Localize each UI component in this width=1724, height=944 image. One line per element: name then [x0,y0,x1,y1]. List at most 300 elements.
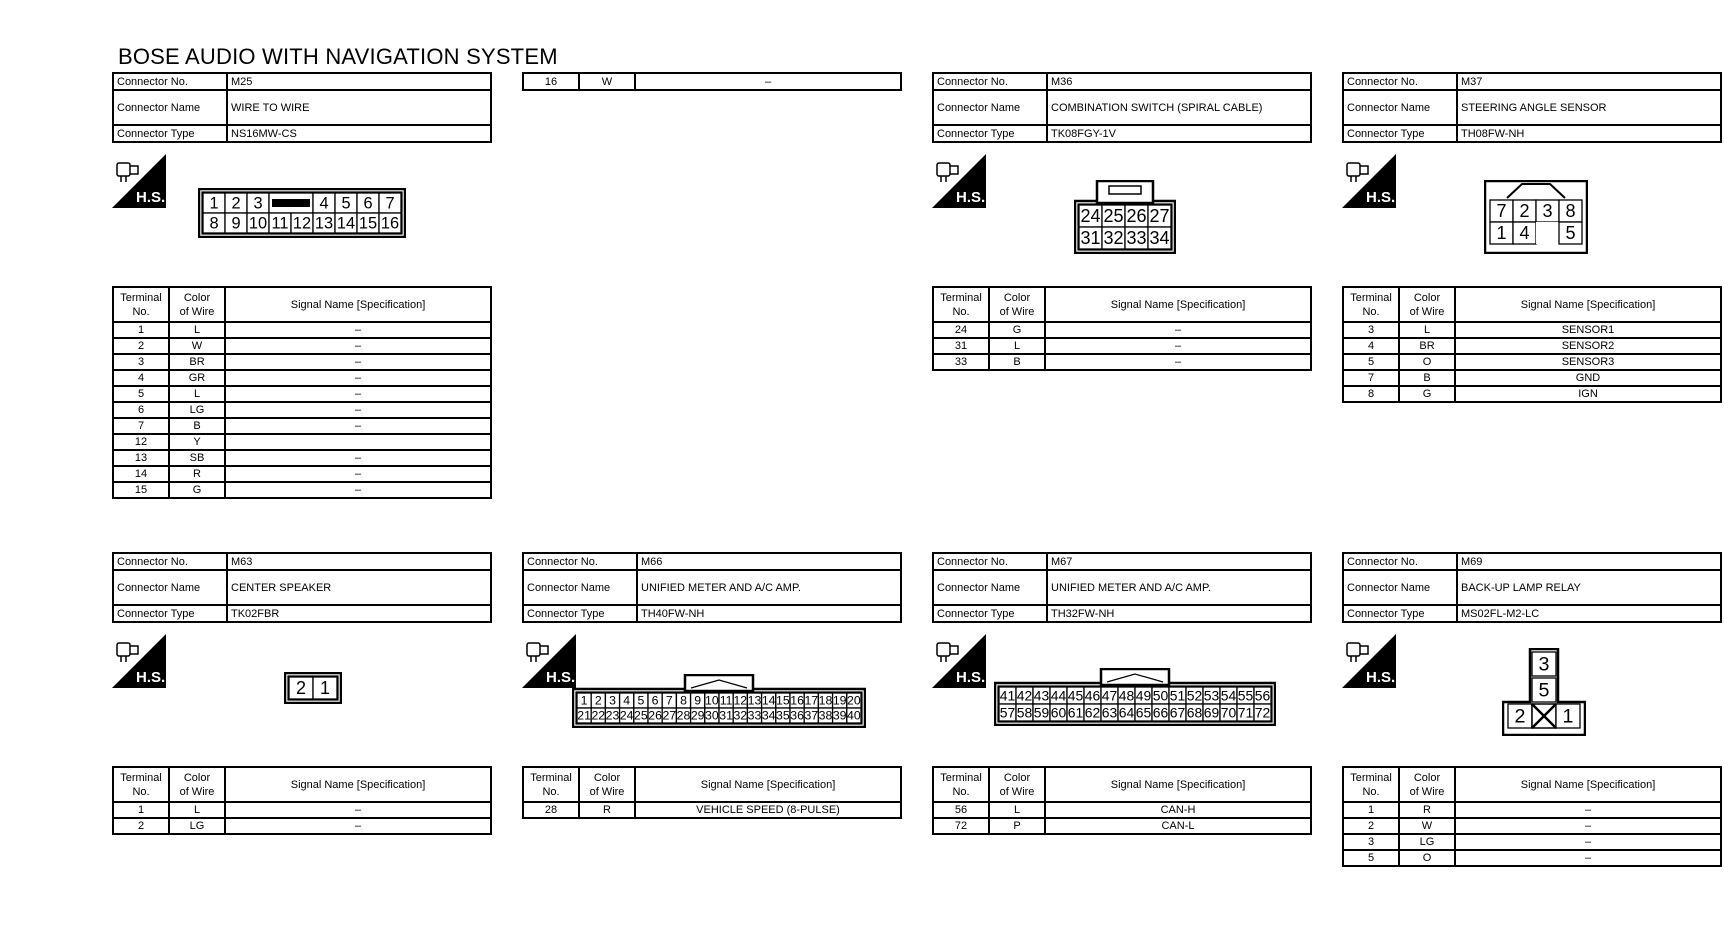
signal-name-header: Signal Name [Specification] [225,287,491,322]
pin-label: 37 [804,708,819,723]
connector-block-m66 [522,552,902,816]
pin-label: 33 [747,708,762,723]
wire-color-cell: G [169,482,225,498]
svg-text:H.S.: H.S. [956,189,986,206]
wire-color-cell: W [169,338,225,354]
wire-color-header: Color of Wire [579,767,635,802]
pin-label: 14 [761,693,776,708]
terminal-no-header: Terminal No. [933,287,989,322]
table-row [113,818,491,834]
connector-name-label: Connector Name [523,570,637,605]
wire-color-header: Color of Wire [989,767,1045,802]
pin-label: 67 [1169,704,1186,721]
wire-color-cell: B [169,418,225,434]
harness-side-icon [932,154,986,208]
table-row [933,322,1311,338]
wire-color-cell: LG [169,402,225,418]
pin-label: 3 [609,693,616,708]
terminal-cell: 6 [113,402,169,418]
terminal-cell: 13 [113,450,169,466]
pin-label: 12 [292,214,312,233]
connector-face-diagram [1074,180,1176,254]
terminal-cell: 2 [1343,818,1399,834]
harness-side-icon [932,634,986,688]
terminal-table [522,766,902,819]
connector-no-value: M63 [227,553,491,570]
pin-label: 7 [385,194,395,213]
terminal-cell: 8 [1343,386,1399,402]
table-row [523,73,901,90]
signal-cell: – [225,354,491,370]
connector-name-label: Connector Name [113,90,227,125]
pin-label: 26 [1126,206,1147,227]
pin-label: 1 [209,194,219,213]
pin-label: 34 [1149,228,1170,249]
pin-label: 4 [1519,223,1530,244]
table-row [1343,370,1721,386]
terminal-no-header: Terminal No. [1343,767,1399,802]
pin-label: 58 [1016,704,1033,721]
pin-label: 5 [1565,223,1576,244]
signal-cell: – [1455,834,1721,850]
signal-cell: – [1455,850,1721,866]
connector-block-m36 [932,72,1312,368]
connector-face-diagram [994,668,1276,726]
connector-no-value: M36 [1047,73,1311,90]
terminal-cell: 1 [113,322,169,338]
pin-label: 17 [804,693,819,708]
table-row [1343,834,1721,850]
table-row [1343,818,1721,834]
signal-cell: – [225,466,491,482]
table-row [113,402,491,418]
pin-label: 39 [832,708,847,723]
wire-color-cell: O [1399,354,1455,370]
signal-name-header: Signal Name [Specification] [635,767,901,802]
signal-name-header: Signal Name [Specification] [1455,767,1721,802]
pin-label: 20 [847,693,861,708]
signal-name-header: Signal Name [Specification] [225,767,491,802]
pin-label: 54 [1220,687,1237,704]
signal-cell: – [225,386,491,402]
pin-label: 2 [1514,705,1526,728]
table-row [113,386,491,402]
connector-type-label: Connector Type [523,605,637,622]
table-row [1343,802,1721,818]
pin-label: 18 [818,693,833,708]
connector-type-value: TH40FW-NH [637,605,901,622]
table-row [933,338,1311,354]
connector-name-value: UNIFIED METER AND A/C AMP. [1047,570,1311,605]
pin-label: 29 [690,708,705,723]
signal-cell: – [635,73,901,90]
connector-no-value: M69 [1457,553,1721,570]
connector-name-value: UNIFIED METER AND A/C AMP. [637,570,901,605]
pin-label: 30 [705,708,719,723]
terminal-no-header: Terminal No. [1343,287,1399,322]
connector-block-m37 [1342,72,1722,400]
pin-label: 50 [1152,687,1169,704]
wire-color-cell: L [169,802,225,818]
connector-header-table [522,552,902,623]
connector-header-table [1342,552,1722,623]
pin-label: 61 [1067,704,1084,721]
wire-color-cell: G [989,322,1045,338]
svg-text:H.S.: H.S. [1366,669,1396,686]
pin-label: 42 [1016,687,1033,704]
table-row [113,482,491,498]
terminal-table-header [1343,767,1721,802]
pin-label: 69 [1203,704,1220,721]
terminal-table [932,766,1312,835]
pin-label: 1 [580,693,588,708]
terminal-cell: 31 [933,338,989,354]
terminal-table [1342,766,1722,867]
terminal-cell: 12 [113,434,169,450]
connector-face-diagram [198,188,406,238]
wire-color-cell: BR [1399,338,1455,354]
pin-label: 2 [594,693,602,708]
connector-name-value: STEERING ANGLE SENSOR [1457,90,1721,125]
pin-label: 16 [380,214,400,233]
harness-side-icon [1342,634,1396,688]
terminal-cell: 4 [113,370,169,386]
pin-label: 47 [1101,687,1118,704]
table-row [113,802,491,818]
table-row [113,338,491,354]
table-row [113,466,491,482]
pin-label: 13 [747,693,762,708]
pin-label: 6 [363,194,373,213]
connector-header-table [112,72,492,143]
pin-label: 8 [680,693,687,708]
pin-label: 2 [1519,201,1530,222]
pin-label: 60 [1050,704,1067,721]
wire-color-cell: B [1399,370,1455,386]
pin-label: 72 [1254,704,1271,721]
pin-label: 65 [1135,704,1152,721]
pin-label: 10 [248,214,268,233]
wire-color-header: Color of Wire [1399,767,1455,802]
terminal-cell: 28 [523,802,579,818]
connector-face-diagram [284,672,342,704]
connector-name-label: Connector Name [933,90,1047,125]
signal-cell: – [1045,338,1311,354]
terminal-cell: 1 [113,802,169,818]
pin-label: 28 [676,708,691,723]
pin-label: 2 [295,678,307,699]
svg-text:H.S.: H.S. [956,669,986,686]
connector-type-value: TK08FGY-1V [1047,125,1311,142]
terminal-cell: 2 [113,818,169,834]
terminal-cell: 15 [113,482,169,498]
wire-color-cell: O [1399,850,1455,866]
signal-name-header: Signal Name [Specification] [1045,287,1311,322]
table-row [113,418,491,434]
svg-text:H.S.: H.S. [136,189,166,206]
pin-label: 1 [1562,705,1574,728]
pin-label: 3 [1542,201,1553,222]
signal-cell: – [225,818,491,834]
pin-label: 34 [761,708,776,723]
pin-label: 2 [231,194,241,213]
connector-type-value: MS02FL-M2-LC [1457,605,1721,622]
terminal-cell: 4 [1343,338,1399,354]
connector-no-value: M67 [1047,553,1311,570]
signal-cell: – [1045,322,1311,338]
connector-no-value: M66 [637,553,901,570]
pin-label: 43 [1033,687,1050,704]
terminal-cell: 56 [933,802,989,818]
table-row [113,434,491,450]
terminal-cell: 7 [1343,370,1399,386]
connector-no-label: Connector No. [1343,553,1457,570]
pin-label: 1 [1496,223,1507,244]
terminal-table [932,286,1312,371]
harness-side-icon [522,634,576,688]
table-row [933,354,1311,370]
signal-cell: GND [1455,370,1721,386]
pin-label: 31 [1080,228,1101,249]
table-row [1343,850,1721,866]
connector-type-label: Connector Type [933,125,1047,142]
wire-color-cell: SB [169,450,225,466]
terminal-cell: 5 [113,386,169,402]
terminal-cell: 3 [1343,834,1399,850]
page-title: BOSE AUDIO WITH NAVIGATION SYSTEM [118,44,558,69]
connector-header-table [112,552,492,623]
connector-no-value: M37 [1457,73,1721,90]
terminal-cell: 3 [1343,322,1399,338]
connector-block-m25 [112,72,492,496]
pin-label: 56 [1254,687,1271,704]
terminal-no-header: Terminal No. [113,767,169,802]
svg-text:H.S.: H.S. [136,669,166,686]
terminal-table-header [933,767,1311,802]
pin-label: 70 [1220,704,1237,721]
wire-color-cell: L [169,322,225,338]
pin-label: 16 [790,693,804,708]
connector-name-value: BACK-UP LAMP RELAY [1457,570,1721,605]
terminal-cell: 5 [1343,354,1399,370]
pin-label: 14 [336,214,356,233]
terminal-table [112,286,492,499]
table-row [933,818,1311,834]
terminal-cell: 1 [1343,802,1399,818]
connector-type-value: NS16MW-CS [227,125,491,142]
connector-no-label: Connector No. [933,553,1047,570]
wire-color-cell: L [169,386,225,402]
connector-block-m63 [112,552,492,832]
signal-cell: – [1455,802,1721,818]
wire-color-header: Color of Wire [989,287,1045,322]
wire-color-cell: LG [169,818,225,834]
table-row [523,802,901,818]
pin-label: 32 [733,708,748,723]
wire-color-cell: W [1399,818,1455,834]
terminal-table [1342,286,1722,403]
connector-type-label: Connector Type [1343,605,1457,622]
connector-block-m69 [1342,552,1722,864]
signal-name-header: Signal Name [Specification] [1455,287,1721,322]
pin-label: 24 [619,708,634,723]
signal-name-header: Signal Name [Specification] [1045,767,1311,802]
pin-label: 41 [999,687,1016,704]
connector-name-value: CENTER SPEAKER [227,570,491,605]
terminal-cell: 3 [113,354,169,370]
connector-type-value: TK02FBR [227,605,491,622]
terminal-no-header: Terminal No. [113,287,169,322]
pin-label: 26 [648,708,662,723]
pin-label: 64 [1118,704,1135,721]
wire-color-header: Color of Wire [169,287,225,322]
wire-color-cell: Y [169,434,225,450]
terminal-table-header [523,767,901,802]
signal-cell: SENSOR2 [1455,338,1721,354]
pin-label: 7 [665,693,673,708]
connector-name-label: Connector Name [933,570,1047,605]
signal-cell: – [225,322,491,338]
connector-no-label: Connector No. [113,553,227,570]
pin-label: 11 [271,214,289,233]
pin-label: 9 [231,214,241,233]
connector-type-label: Connector Type [113,125,227,142]
pin-label: 31 [719,708,733,723]
pin-label: 10 [705,693,719,708]
pin-label: 11 [719,693,733,708]
signal-cell: – [225,482,491,498]
signal-cell: CAN-L [1045,818,1311,834]
pin-label: 4 [623,693,631,708]
pin-label: 5 [341,194,351,213]
pin-label: 5 [1538,679,1550,702]
table-row [113,450,491,466]
pin-label: 19 [832,693,847,708]
terminal-cell: 5 [1343,850,1399,866]
connector-type-label: Connector Type [933,605,1047,622]
terminal-table-header [113,287,491,322]
pin-label: 22 [591,708,606,723]
connector-type-label: Connector Type [113,605,227,622]
pin-label: 27 [1149,206,1170,227]
pin-label: 4 [319,194,329,213]
table-row [1343,338,1721,354]
pin-label: 51 [1169,687,1186,704]
wire-color-cell: R [169,466,225,482]
connector-name-value: WIRE TO WIRE [227,90,491,125]
pin-label: 8 [209,214,219,233]
wire-color-cell: L [989,802,1045,818]
wire-color-cell: G [1399,386,1455,402]
pin-label: 38 [818,708,833,723]
connector-no-label: Connector No. [523,553,637,570]
pin-label: 63 [1101,704,1118,721]
terminal-no-header: Terminal No. [523,767,579,802]
pin-label: 48 [1118,687,1135,704]
table-row [113,322,491,338]
pin-label: 52 [1186,687,1203,704]
terminal-table-header [933,287,1311,322]
terminal-no-header: Terminal No. [933,767,989,802]
terminal-table-header [1343,287,1721,322]
wire-color-cell: P [989,818,1045,834]
pin-label: 49 [1135,687,1152,704]
wire-color-cell: L [1399,322,1455,338]
connector-header-table [932,552,1312,623]
wire-color-cell: BR [169,354,225,370]
connector-type-value: TH32FW-NH [1047,605,1311,622]
connector-face-diagram [1484,180,1588,254]
connector-no-label: Connector No. [113,73,227,90]
connector-header-table [1342,72,1722,143]
pin-label: 68 [1186,704,1203,721]
pin-label: 3 [253,194,263,213]
pin-label: 15 [358,214,378,233]
terminal-cell: 7 [113,418,169,434]
connector-name-label: Connector Name [1343,90,1457,125]
signal-cell [225,434,491,450]
signal-cell: – [225,370,491,386]
pin-label: 7 [1496,201,1507,222]
terminal-cell: 72 [933,818,989,834]
connector-no-label: Connector No. [1343,73,1457,90]
connector-face-diagram [1502,648,1586,736]
svg-text:H.S.: H.S. [1366,189,1396,206]
signal-cell: – [225,402,491,418]
pin-label: 1 [319,678,331,699]
terminal-cell: 14 [113,466,169,482]
pin-label: 46 [1084,687,1101,704]
pin-label: 12 [733,693,748,708]
m25-continuation-table [522,72,902,91]
table-row [933,802,1311,818]
pin-label: 62 [1084,704,1101,721]
pin-label: 25 [1103,206,1124,227]
wire-color-cell: B [989,354,1045,370]
wire-color-cell: R [1399,802,1455,818]
signal-cell: – [1045,354,1311,370]
terminal-table-header [113,767,491,802]
wire-color-header: Color of Wire [169,767,225,802]
connector-header-table [932,72,1312,143]
pin-label: 36 [790,708,804,723]
pin-label: 33 [1126,228,1147,249]
connector-type-value: TH08FW-NH [1457,125,1721,142]
connector-no-label: Connector No. [933,73,1047,90]
pin-label: 13 [314,214,334,233]
table-row [1343,322,1721,338]
pin-label: 45 [1067,687,1084,704]
pin-label: 71 [1237,704,1254,721]
pin-label: 55 [1237,687,1254,704]
pin-label: 27 [662,708,677,723]
table-row [1343,354,1721,370]
pin-label: 35 [776,708,790,723]
pin-label: 21 [577,708,591,723]
pin-label: 3 [1538,653,1550,676]
signal-cell: SENSOR3 [1455,354,1721,370]
connector-name-value: COMBINATION SWITCH (SPIRAL CABLE) [1047,90,1311,125]
svg-text:H.S.: H.S. [546,669,576,686]
terminal-table [112,766,492,835]
signal-cell: – [225,338,491,354]
wire-color-cell: W [579,73,635,90]
terminal-cell: 33 [933,354,989,370]
pin-label: 15 [776,693,790,708]
table-row [1343,386,1721,402]
wire-color-cell: L [989,338,1045,354]
signal-cell: SENSOR1 [1455,322,1721,338]
